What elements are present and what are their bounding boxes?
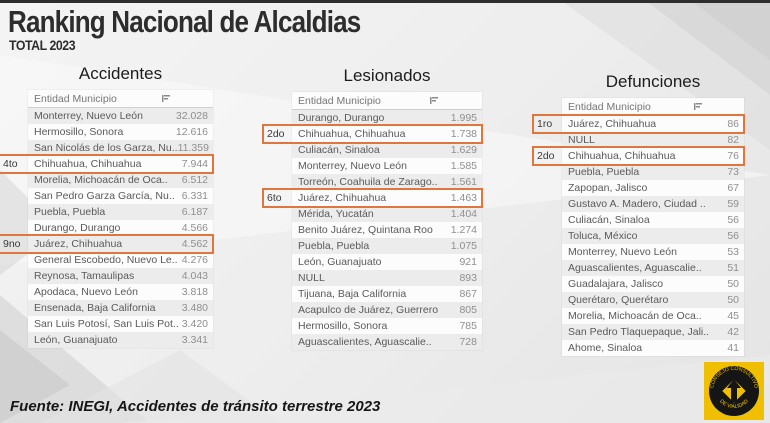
entidad-municipio-cell: Gustavo A. Madero, Ciudad .. [568, 198, 706, 210]
sort-filter-icon[interactable] [161, 94, 171, 103]
value-cell: 86 [727, 118, 739, 130]
entidad-municipio-cell: Chihuahua, Chihuahua [568, 150, 676, 162]
table-row [292, 158, 482, 174]
value-cell: 1.738 [450, 128, 477, 140]
entidad-municipio-cell: Durango, Durango [298, 112, 385, 124]
entidad-municipio-cell: Hermosillo, Sonora [34, 126, 124, 138]
table-row [28, 124, 213, 140]
table-row [28, 252, 213, 268]
table-row [292, 270, 482, 286]
table-row [28, 188, 213, 204]
table-row [562, 244, 744, 260]
table-row [562, 180, 744, 196]
value-cell: 6.187 [181, 206, 208, 218]
table-row [562, 212, 744, 228]
entidad-municipio-cell: General Escobedo, Nuevo Le.. [34, 254, 178, 266]
value-cell: 6.331 [181, 190, 208, 202]
entidad-municipio-cell: Torreón, Coahuila de Zarago.. [298, 176, 438, 188]
value-cell: 6.512 [181, 174, 208, 186]
value-cell: 1.585 [450, 160, 477, 172]
value-cell: 76 [727, 150, 739, 162]
entidad-municipio-cell: Aguascalientes, Aguascalie.. [568, 262, 702, 274]
value-cell: 3.341 [181, 334, 208, 346]
top-accent-line [0, 0, 770, 3]
entidad-municipio-cell: Tijuana, Baja California [298, 288, 407, 300]
value-cell: 73 [727, 166, 739, 178]
value-cell: 56 [727, 214, 739, 226]
rank-label: 9no [3, 238, 21, 250]
table-row [3, 236, 213, 252]
value-cell: 11.359 [177, 142, 209, 154]
value-cell: 4.562 [181, 238, 208, 250]
table-row [562, 132, 744, 148]
value-cell: 4.043 [181, 270, 208, 282]
entidad-municipio-cell: Acapulco de Juárez, Guerrero [298, 304, 439, 316]
entidad-municipio-cell: Zapopan, Jalisco [568, 182, 648, 194]
rank-label: 4to [3, 158, 18, 170]
table-row [267, 190, 482, 206]
entidad-municipio-cell: Aguascalientes, Aguascalie.. [298, 336, 432, 348]
column-header-entidad: Entidad Municipio [34, 92, 117, 105]
table-row [28, 204, 213, 220]
table-title-lesionados: Lesionados [343, 66, 431, 85]
entidad-municipio-cell: San Pedro Tlaquepaque, Jali.. [568, 326, 710, 338]
table-row [28, 268, 213, 284]
table-row [292, 206, 482, 222]
value-cell: 1.561 [450, 176, 477, 188]
entidad-municipio-cell: Puebla, Puebla [298, 240, 370, 252]
entidad-municipio-cell: San Luis Potosí, San Luis Pot.. [34, 318, 179, 330]
entidad-municipio-cell: Benito Juárez, Quintana Roo [298, 224, 433, 236]
source-footnote: Fuente: INEGI, Accidentes de tránsito terrestre 2023 [10, 398, 381, 415]
sort-filter-icon[interactable] [429, 96, 439, 105]
table-row [562, 228, 744, 244]
entidad-municipio-cell: Durango, Durango [34, 222, 121, 234]
value-cell: 1.995 [450, 112, 477, 124]
value-cell: 50 [727, 278, 739, 290]
entidad-municipio-cell: Ensenada, Baja California [34, 302, 156, 314]
entidad-municipio-cell: San Pedro Garza García, Nu.. [34, 190, 175, 202]
table-row [28, 220, 213, 236]
entidad-municipio-cell: Monterrey, Nuevo León [568, 246, 677, 258]
entidad-municipio-cell: Monterrey, Nuevo León [34, 110, 143, 122]
value-cell: 3.818 [181, 286, 208, 298]
table-row [562, 260, 744, 276]
table-row [28, 172, 213, 188]
rank-label: 2do [537, 150, 555, 162]
table-header-row [28, 90, 213, 108]
table-header-row [292, 92, 482, 110]
table-row [292, 110, 482, 126]
value-cell: 59 [727, 198, 739, 210]
value-cell: 1.629 [450, 144, 477, 156]
column-header-entidad: Entidad Municipio [568, 100, 651, 113]
table-row [28, 108, 213, 124]
data-table-defunciones [537, 98, 744, 356]
table-row [562, 292, 744, 308]
table-row [28, 300, 213, 316]
entidad-municipio-cell: Chihuahua, Chihuahua [298, 128, 406, 140]
entidad-municipio-cell: NULL [298, 272, 325, 284]
table-header-row [562, 98, 744, 116]
entidad-municipio-cell: Mérida, Yucatán [298, 208, 374, 220]
value-cell: 56 [727, 230, 739, 242]
value-cell: 45 [727, 310, 739, 322]
table-row [28, 332, 213, 348]
table-row [292, 222, 482, 238]
value-cell: 3.480 [181, 302, 208, 314]
entidad-municipio-cell: Toluca, México [568, 230, 638, 242]
value-cell: 50 [727, 294, 739, 306]
table-row [292, 254, 482, 270]
table-row [292, 286, 482, 302]
sort-filter-icon[interactable] [693, 102, 703, 111]
table-row [292, 318, 482, 334]
entidad-municipio-cell: Puebla, Puebla [568, 166, 640, 178]
entidad-municipio-cell: Culiacán, Sinaloa [298, 144, 380, 156]
value-cell: 51 [727, 262, 739, 274]
value-cell: 4.566 [181, 222, 208, 234]
data-table-lesionados [267, 92, 482, 350]
value-cell: 12.616 [175, 126, 208, 138]
logo-text-top: CONSEJO CONSULTIVO [709, 365, 759, 389]
value-cell: 1.463 [450, 192, 477, 204]
entidad-municipio-cell: Hermosillo, Sonora [298, 320, 388, 332]
entidad-municipio-cell: Apodaca, Nuevo León [34, 286, 138, 298]
value-cell: 4.276 [181, 254, 208, 266]
entidad-municipio-cell: Querétaro, Querétaro [568, 294, 669, 306]
table-row [562, 164, 744, 180]
entidad-municipio-cell: Morelia, Michoacán de Oca.. [34, 174, 168, 186]
table-defunciones [537, 72, 744, 356]
value-cell: 41 [727, 342, 739, 354]
value-cell: 921 [459, 256, 477, 268]
table-row [562, 324, 744, 340]
value-cell: 805 [459, 304, 477, 316]
value-cell: 728 [459, 336, 477, 348]
table-lesionados [267, 66, 482, 350]
entidad-municipio-cell: Guadalajara, Jalisco [568, 278, 664, 290]
table-row [28, 316, 213, 332]
entidad-municipio-cell: Culiacán, Sinaloa [568, 214, 650, 226]
consejo-vialidad-logo [704, 362, 764, 420]
entidad-municipio-cell: Puebla, Puebla [34, 206, 106, 218]
data-table-accidentes [3, 90, 213, 348]
rank-label: 2do [267, 128, 285, 140]
column-header-entidad: Entidad Municipio [298, 94, 381, 107]
page-subtitle: TOTAL 2023 [9, 37, 76, 53]
table-title-accidentes: Accidentes [78, 64, 163, 83]
table-row [292, 238, 482, 254]
entidad-municipio-cell: San Nicolás de los Garza, Nu.. [34, 142, 178, 154]
value-cell: 1.274 [450, 224, 477, 236]
value-cell: 1.075 [450, 240, 477, 252]
table-row [28, 140, 213, 156]
value-cell: 67 [727, 182, 739, 194]
table-row [292, 142, 482, 158]
table-row [562, 196, 744, 212]
entidad-municipio-cell: Juárez, Chihuahua [568, 118, 657, 130]
value-cell: 785 [459, 320, 477, 332]
value-cell: 7.944 [181, 158, 208, 170]
value-cell: 893 [459, 272, 477, 284]
entidad-municipio-cell: Juárez, Chihuahua [298, 192, 387, 204]
value-cell: 1.404 [450, 208, 477, 220]
entidad-municipio-cell: Reynosa, Tamaulipas [34, 270, 135, 282]
rank-label: 6to [267, 192, 282, 204]
entidad-municipio-cell: León, Guanajuato [34, 334, 118, 346]
entidad-municipio-cell: Ahome, Sinaloa [568, 342, 643, 354]
table-row [292, 174, 482, 190]
value-cell: 82 [727, 134, 739, 146]
entidad-municipio-cell: Juárez, Chihuahua [34, 238, 123, 250]
entidad-municipio-cell: Morelia, Michoacán de Oca.. [568, 310, 702, 322]
table-row [292, 334, 482, 350]
value-cell: 53 [727, 246, 739, 258]
table-row [562, 340, 744, 356]
rank-label: 1ro [537, 118, 553, 130]
value-cell: 3.420 [181, 318, 208, 330]
table-row [537, 116, 744, 132]
table-row [562, 276, 744, 292]
entidad-municipio-cell: Chihuahua, Chihuahua [34, 158, 142, 170]
page-title: Ranking Nacional de Alcaldias [8, 4, 361, 39]
table-row [267, 126, 482, 142]
table-accidentes [3, 64, 213, 348]
table-row [537, 148, 744, 164]
entidad-municipio-cell: Monterrey, Nuevo León [298, 160, 407, 172]
value-cell: 42 [727, 326, 739, 338]
entidad-municipio-cell: León, Guanajuato [298, 256, 382, 268]
logo-text-bottom: DE VIALIDAD [718, 398, 750, 410]
table-title-defunciones: Defunciones [605, 72, 701, 91]
table-row [3, 156, 213, 172]
table-row [292, 302, 482, 318]
value-cell: 32.028 [175, 110, 208, 122]
table-row [28, 284, 213, 300]
table-row [562, 308, 744, 324]
value-cell: 867 [459, 288, 477, 300]
entidad-municipio-cell: NULL [568, 134, 595, 146]
